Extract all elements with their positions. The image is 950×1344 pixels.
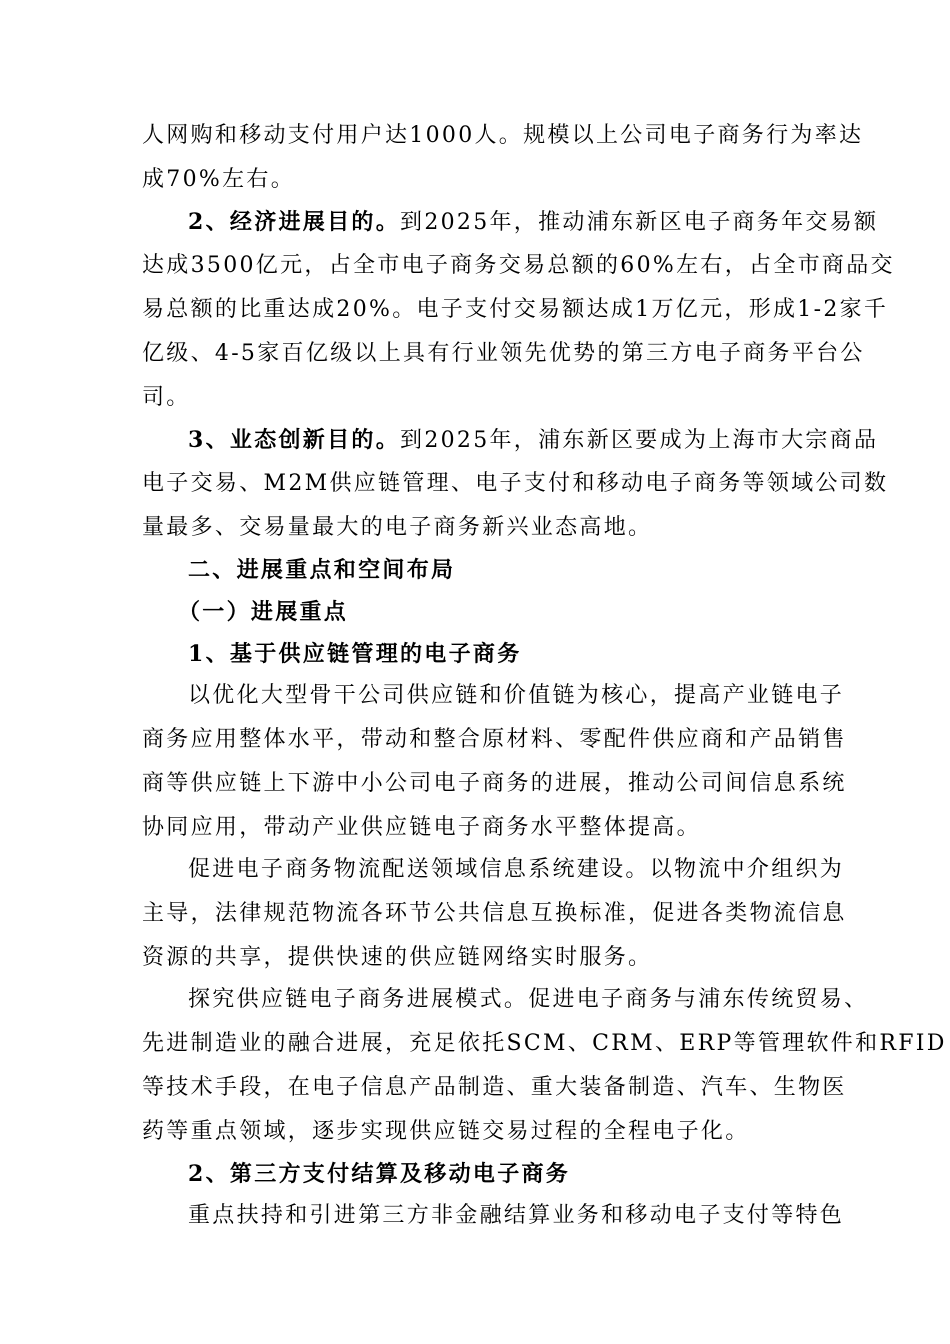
- item-title: 1、基于供应链管理的电子商务: [188, 641, 522, 667]
- text-line: 促进电子商务物流配送领域信息系统建设。以物流中介组织为: [188, 857, 845, 882]
- text-line: 重点扶持和引进第三方非金融结算业务和移动电子支付等特色: [188, 1203, 845, 1228]
- text-line: 易总额的比重达成20%。电子支付交易额达成1万亿元，形成1-2家千: [142, 297, 889, 322]
- text-line: 以优化大型骨干公司供应链和价值链为核心，提高产业链电子: [188, 683, 845, 708]
- text-line: 先进制造业的融合进展，充足依托SCM、CRM、ERP等管理软件和RFID: [142, 1031, 947, 1056]
- paragraph-line: [0, 426, 878, 455]
- text-span: 到2025年，浦东新区要成为上海市大宗商品: [400, 428, 879, 453]
- paragraph-heading: 3、业态创新目的。: [188, 427, 401, 453]
- text-line: 等技术手段，在电子信息产品制造、重大装备制造、汽车、生物医: [142, 1075, 847, 1100]
- subsection-title: （一）进展重点: [178, 599, 349, 625]
- text-line: 司。: [142, 385, 191, 410]
- text-line: 探究供应链电子商务进展模式。促进电子商务与浦东传统贸易、: [188, 987, 869, 1012]
- text-line: 成70%左右。: [142, 167, 295, 192]
- text-line: 主导，法律规范物流各环节公共信息互换标准，促进各类物流信息: [142, 901, 847, 926]
- paragraph-heading: 2、经济进展目的。: [188, 209, 401, 235]
- section-title: 二、进展重点和空间布局: [188, 557, 456, 583]
- text-line: 电子交易、M2M供应链管理、电子支付和移动电子商务等领域公司数: [142, 471, 889, 496]
- text-line: 资源的共享，提供快速的供应链网络实时服务。: [142, 945, 653, 970]
- text-line: 商务应用整体水平，带动和整合原材料、零配件供应商和产品销售: [142, 727, 847, 752]
- text-span: 到2025年，推动浦东新区电子商务年交易额: [400, 210, 879, 235]
- item-title: 2、第三方支付结算及移动电子商务: [188, 1161, 571, 1187]
- text-line: 药等重点领域，逐步实现供应链交易过程的全程电子化。: [142, 1119, 750, 1144]
- text-line: 亿级、4-5家百亿级以上具有行业领先优势的第三方电子商务平台公: [142, 341, 865, 366]
- text-line: 商等供应链上下游中小公司电子商务的进展，推动公司间信息系统: [142, 771, 847, 796]
- text-line: 人网购和移动支付用户达1000人。规模以上公司电子商务行为率达: [142, 123, 864, 148]
- paragraph-line: [0, 208, 878, 237]
- text-line: 量最多、交易量最大的电子商务新兴业态高地。: [142, 515, 653, 540]
- text-line: 协同应用，带动产业供应链电子商务水平整体提高。: [142, 815, 701, 840]
- text-line: 达成3500亿元，占全市电子商务交易总额的60%左右，占全市商品交: [142, 253, 895, 278]
